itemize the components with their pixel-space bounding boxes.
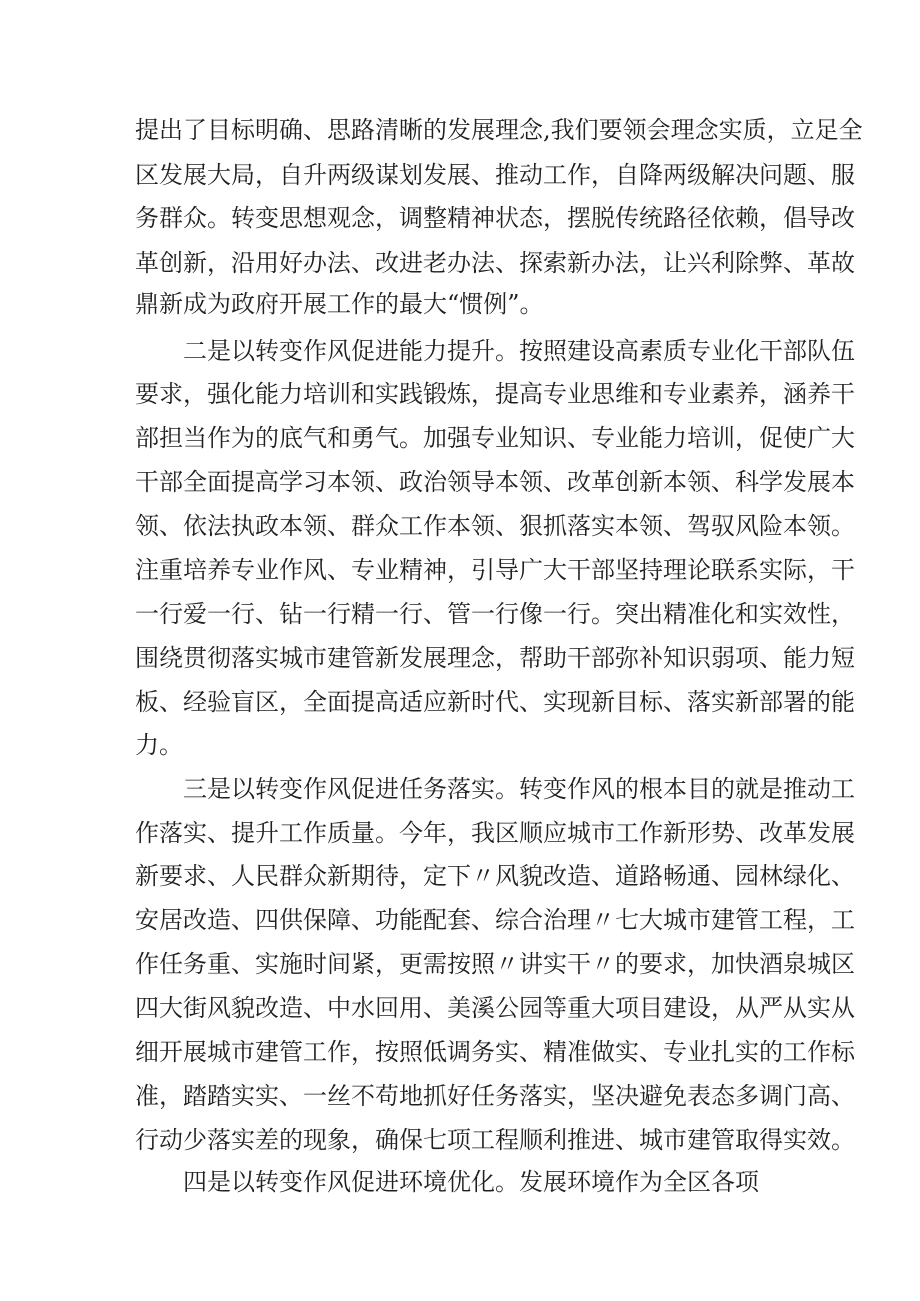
text-line: 作落实、提升工作质量。今年，我区顺应城市工作新形势、改革发展 (135, 819, 855, 847)
text-line: 注重培养专业作风、专业精神，引导广大干部坚持理论联系实际，干 (135, 556, 855, 584)
text-line: 部担当作为的底气和勇气。加强专业知识、专业能力培训，促使广大 (135, 424, 855, 452)
text-line: 一行爱一行、钻一行精一行、管一行像一行。突出精准化和实效性， (135, 600, 855, 628)
paragraph-lead-line: 二是以转变作风促进能力提升。按照建设高素质专业化干部队伍 (183, 337, 855, 365)
text-line: 细开展城市建管工作，按照低调务实、精准做实、专业扎实的工作标 (135, 1038, 855, 1066)
text-line: 领、依法执政本领、群众工作本领、狠抓落实本领、驾驭风险本领。 (135, 512, 855, 540)
paragraph-lead-line: 三是以转变作风促进任务落实。转变作风的根本目的就是推动工 (183, 775, 855, 803)
text-line: 四大街风貌改造、中水回用、美溪公园等重大项目建设，从严从实从 (135, 994, 855, 1022)
text-line: 革创新，沿用好办法、改进老办法、探索新办法，让兴利除弊、革故 (135, 249, 855, 277)
text-line: 鼎新成为政府开展工作的最大“惯例”。 (135, 290, 544, 318)
text-line: 要求，强化能力培训和实践锻炼，提高专业思维和专业素养，涵养干 (135, 380, 855, 408)
paragraph-lead-line: 四是以转变作风促进环境优化。发展环境作为全区各项 (183, 1168, 759, 1196)
text-line: 干部全面提高学习本领、政治领导本领、改革创新本领、科学发展本 (135, 468, 855, 496)
text-line: 安居改造、四供保障、功能配套、综合治理〃七大城市建管工程，工 (135, 906, 855, 934)
text-line: 提出了目标明确、思路清晰的发展理念,我们要领会理念实质，立足全 (135, 116, 863, 144)
text-line: 力。 (135, 731, 183, 759)
text-line: 板、经验盲区，全面提高适应新时代、实现新目标、落实新部署的能 (135, 688, 855, 716)
text-line: 务群众。转变思想观念，调整精神状态，摆脱传统路径依赖，倡导改 (135, 204, 855, 232)
text-line: 作任务重、实施时间紧，更需按照〃讲实干〃的要求，加快酒泉城区 (135, 950, 855, 978)
text-line: 准，踏踏实实、一丝不苟地抓好任务落实，坚决避免表态多调门高、 (135, 1082, 855, 1110)
text-line: 区发展大局，自升两级谋划发展、推动工作，自降两级解决问题、服 (135, 161, 855, 189)
text-line: 行动少落实差的现象，确保七项工程顺利推进、城市建管取得实效。 (135, 1126, 855, 1154)
text-line: 围绕贯彻落实城市建管新发展理念，帮助干部弥补知识弱项、能力短 (135, 644, 855, 672)
text-line: 新要求、人民群众新期待，定下〃风貌改造、道路畅通、园林绿化、 (135, 862, 855, 890)
